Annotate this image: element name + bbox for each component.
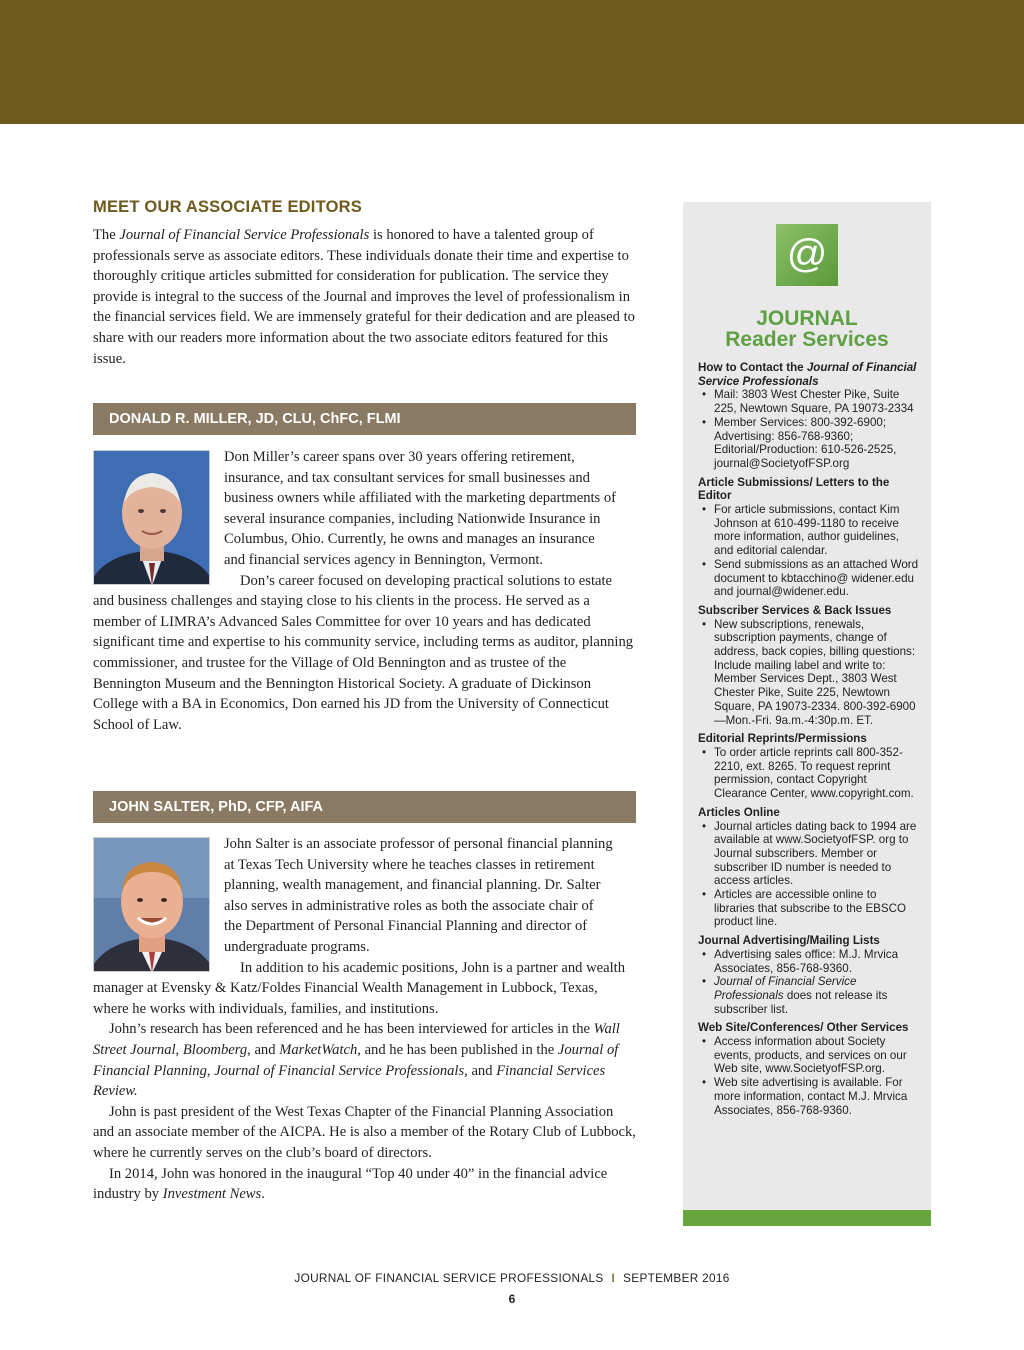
- contact-heading: [698, 361, 920, 388]
- list-item: • Journal articles dating back to 1994 are available at www.SocietyofFSP. org to Journal subscribers. Member or subscriber ID number is needed to access articles.: [698, 820, 920, 889]
- at-glyph: @: [786, 232, 828, 276]
- bio-line: the Department of Personal Financial Planning and director of: [224, 918, 588, 935]
- footer-separator: I: [611, 1271, 616, 1285]
- page-number: 6: [508, 1292, 516, 1306]
- publication-title: Journal of Financial Planning: [93, 1041, 619, 1079]
- list-item: • Web site advertising is available. For more information, contact M.J. Mrvica Associates, 856-768-9360.: [698, 1076, 920, 1117]
- list-item: • For article submissions, contact Kim Johnson at 610-499-1180 to receive more information, author guidelines, and editorial calendar.: [698, 503, 920, 558]
- bio-line: Columbus, Ohio. Currently, he owns and manages an insurance: [224, 531, 595, 548]
- advertising-heading: Journal Advertising/Mailing Lists: [698, 934, 880, 948]
- online-list: [698, 820, 920, 930]
- list-item: • Member Services: 800-392-6900; Advertising: 856-768-9360; Editorial/Production: 610-526-2525, journal@SocietyofFSP.org: [698, 416, 920, 471]
- text-run: , and: [464, 1062, 497, 1079]
- text-run: , and: [247, 1041, 280, 1058]
- sidebar-title-line2: Reader Services: [725, 328, 889, 351]
- sidebar-accent-bar: [683, 1210, 931, 1226]
- bio-line: Don’s career focused on developing practical solutions to estate: [240, 572, 613, 589]
- bio-line: John Salter is an associate professor of personal financial planning: [224, 836, 613, 852]
- heading-journal-title: Journal of Financial Service Professionals: [698, 361, 917, 388]
- footer-date: SEPTEMBER 2016: [623, 1271, 730, 1285]
- bio-line: insurance, and tax consultant services for small businesses and: [224, 469, 590, 486]
- list-item: • Articles are accessible online to libraries that subscribe to the EBSCO product line.: [698, 888, 920, 929]
- publication-title: MarketWatch: [279, 1041, 358, 1058]
- list-item: • Mail: 3803 West Chester Pike, Suite 225, Newtown Square, PA 19073-2334: [698, 388, 920, 415]
- text-run: , and he has been published in the: [357, 1041, 558, 1058]
- bio-line: In addition to his academic positions, John is a partner and wealth: [240, 959, 626, 976]
- intro-text-start: The: [93, 227, 120, 243]
- web-site-heading: Web Site/Conferences/ Other Services: [698, 1021, 909, 1035]
- article-list: [698, 503, 920, 599]
- text-run: .: [261, 1186, 265, 1203]
- footer-journal-name: JOURNAL OF FINANCIAL SERVICE PROFESSIONALS: [294, 1271, 604, 1285]
- bio-paragraph: [93, 1019, 636, 1101]
- article-submissions-heading: Article Submissions/ Letters to the Editor: [698, 475, 890, 503]
- bio-paragraph: [93, 1164, 636, 1205]
- reprints-heading: Editorial Reprints/Permissions: [698, 732, 867, 746]
- reprints-list: [698, 746, 920, 801]
- publication-title: Financial Services Review.: [93, 1062, 606, 1100]
- sidebar-title-line1: JOURNAL: [756, 307, 858, 330]
- list-item: • Access information about Society events, products, and services on our Web site, www.SocietyofFSP.org.: [698, 1035, 920, 1076]
- subscriber-services-heading: Subscriber Services & Back Issues: [698, 603, 892, 617]
- editor-name-bar: JOHN SALTER, PhD, CFP, AIFA: [93, 791, 636, 823]
- page-footer: [0, 1271, 1024, 1285]
- publication-title: Bloomberg: [182, 1041, 248, 1058]
- text-run: John’s research has been referenced and he has been interviewed for articles in the: [109, 1021, 594, 1038]
- bio-line: also serves in administrative roles as both the associate chair of: [224, 897, 594, 914]
- publication-title: Wall Street Journal: [93, 1021, 620, 1058]
- bio-line: several insurance companies, including Nationwide Insurance in: [224, 510, 601, 527]
- bio-line: planning, wealth management, and financial planning. Dr. Salter: [224, 877, 601, 894]
- bio-line: Don Miller’s career spans over 30 years offering retirement,: [224, 449, 575, 465]
- list-item: • New subscriptions, renewals, subscription payments, change of address, back copies, billing questions: Include mailing label and write to: Member Services Dept., 3803 West Chester Pike, Suite 225, Newtown Square, PA 19073-2334. 800-392-6900—Mon.-Fri. 9a.m.-4:30p.m. ET.: [698, 618, 920, 728]
- intro-journal-title: Journal of Financial Service Professionals: [119, 227, 370, 243]
- bio-line: business owners while affiliated with the marketing departments of: [224, 490, 617, 507]
- journal-title: Journal of Financial Service Professionals: [714, 975, 857, 1002]
- list-item: [698, 975, 920, 1016]
- bio-paragraph: manager at Evensky & Katz/Foldes Financial Wealth Management in Lubbock, Texas, where he works with individuals, families, and institutions.: [93, 980, 598, 1017]
- bio-paragraph: and business challenges and staying close to his clients in the process. He served as a member of LIMRA’s Advanced Sales Committee for over 10 years and has dedicated significant time and expertise to his community service, including terms as auditor, planning commissioner, and trustee for the Village of Old Bennington and as trustee of the Bennington Museum and the Bennington Historical Society. A graduate of Dickinson College with a BA in Economics, Don earned his JD from the University of Connecticut School of Law.: [93, 593, 634, 733]
- list-item: • To order article reprints call 800-352-2210, ext. 8265. To request reprint permission, contact Copyright Clearance Center, www.copyright.com.: [698, 746, 920, 801]
- articles-online-heading: Articles Online: [698, 805, 780, 819]
- bio-line: at Texas Tech University where he teaches classes in retirement: [224, 856, 595, 873]
- editor-name-bar: DONALD R. MILLER, JD, CLU, ChFC, FLMI: [93, 403, 636, 435]
- text-run: does not release its subscriber list.: [714, 988, 888, 1016]
- header-band: [0, 0, 1024, 124]
- bio-paragraph: John is past president of the West Texas Chapter of the Financial Planning Association and an associate member of the AICPA. He is also a member of the Rotary Club of Lubbock, where he currently serves on the club’s board of directors.: [93, 1103, 636, 1161]
- list-item: • Advertising sales office: M.J. Mrvica Associates, 856-768-9360.: [698, 948, 920, 975]
- text-run: ,: [175, 1041, 183, 1058]
- section-title: MEET OUR ASSOCIATE EDITORS: [93, 198, 362, 216]
- text-run: ,: [206, 1062, 215, 1079]
- intro-text-rest: is honored to have a talented group of professionals serve as associate editors. These individuals donate their time and expertise to thoroughly critique articles submitted for consideration for publication. The service they provide is integral to the success of the Journal and improves the level of professionalism in the financial services field. We are immensely grateful for their dedication and are pleased to share with our readers more information about the two associate editors featured for this issue.: [93, 227, 635, 367]
- sidebar-title: [683, 308, 931, 350]
- bio-line: undergraduate programs.: [224, 938, 370, 955]
- list-item: • Send submissions as an attached Word document to kbtacchino@ widener.edu and journal@widener.edu.: [698, 558, 920, 599]
- web-list: [698, 1035, 920, 1117]
- text-run: In 2014, John was honored in the inaugural “Top 40 under 40” in the financial advice industry by: [93, 1165, 608, 1203]
- editor-bio-miller: [93, 447, 636, 735]
- at-sign-icon: [776, 224, 838, 286]
- publication-title: Journal of Financial Service Professionals: [214, 1062, 465, 1079]
- publication-title: Investment News: [162, 1186, 262, 1203]
- advertising-list: [698, 948, 920, 1017]
- bio-line: and financial services agency in Bennington, Vermont.: [224, 551, 544, 568]
- intro-section: [93, 198, 636, 369]
- intro-paragraph: [93, 225, 636, 369]
- editor-bio-salter: [93, 834, 636, 1205]
- contact-list: [698, 388, 920, 470]
- subscriber-list: [698, 618, 920, 728]
- reader-services-list: [698, 361, 920, 1117]
- heading-text: How to Contact the: [698, 361, 807, 374]
